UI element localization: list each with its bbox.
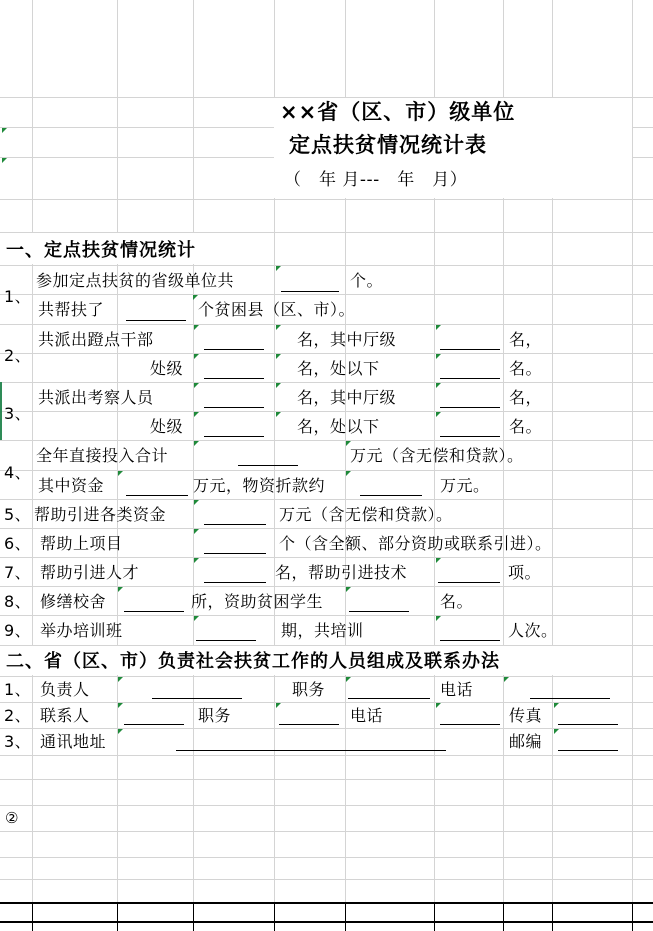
comment-marker-icon [436,383,441,388]
blank-field[interactable] [204,524,266,525]
blank-field[interactable] [152,698,242,699]
item-unit: 期，共培训 [281,621,364,640]
gridline [0,528,653,529]
table-border [434,902,435,931]
comment-marker-icon [436,354,441,359]
comment-marker-icon [2,128,7,133]
item-label: 参加定点扶贫的省级单位共 [36,271,235,290]
comment-marker-icon [276,383,281,388]
comment-marker-icon [194,412,199,417]
item-number: 2、 [4,706,32,725]
blank-field[interactable] [440,640,500,641]
comment-marker-icon [436,325,441,330]
table-border [32,902,33,931]
blank-field[interactable] [126,320,186,321]
blank-field[interactable] [196,640,256,641]
blank-field[interactable] [124,611,184,612]
comment-marker-icon [276,703,281,708]
comment-marker-icon [346,587,351,592]
item-number: 4、 [4,463,32,482]
blank-field[interactable] [440,407,500,408]
contact-label: 邮编 [509,732,543,751]
title-line-2: 定点扶贫情况统计表 [289,133,487,157]
comment-marker-icon [194,529,199,534]
blank-field[interactable] [204,436,264,437]
gridline [0,857,653,858]
contact-label: 电话 [440,680,474,699]
comment-marker-icon [436,616,441,621]
comment-marker-icon [118,587,123,592]
gridline [0,294,653,295]
gridline [0,879,653,880]
item-unit: 万元（含无偿和贷款）。 [350,446,524,465]
item-label: 共派出考察人员 [38,388,154,407]
item-number: 1、 [4,680,32,699]
blank-field[interactable] [126,495,188,496]
comment-marker-icon [194,558,199,563]
item-label: 处级 [150,359,184,378]
comment-marker-icon [276,325,281,330]
page-mark: ② [5,809,19,827]
comment-marker-icon [194,325,199,330]
item-label: 帮助上项目 [40,534,123,553]
comment-marker-icon [436,558,441,563]
item-unit: 名，帮助引进技术 [275,563,408,582]
gridline [0,755,653,756]
contact-label: 职务 [198,706,232,725]
gridline [0,324,653,325]
gridline [0,586,653,587]
gridline [632,0,633,931]
item-unit: 个（含全额、部分资助或联系引进）。 [279,534,552,553]
comment-marker-icon [346,471,351,476]
gridline [0,831,653,832]
gridline [193,0,194,931]
contact-label: 传真 [509,706,543,725]
item-label: 处级 [150,417,184,436]
gridline [0,382,653,383]
item-number: 2、 [4,346,32,365]
gridline [0,615,653,616]
item-label: 其中资金 [38,476,105,495]
item-label: 共帮扶了 [38,300,105,319]
blank-field[interactable] [440,436,500,437]
item-unit: 万元。 [440,476,490,495]
section-heading: 二、省（区、市）负责社会扶贫工作的人员组成及联系办法 [6,651,500,672]
blank-field[interactable] [281,291,339,292]
item-unit: 名， [509,330,543,349]
contact-label: 负责人 [40,680,90,699]
table-border [552,902,553,931]
gridline [0,440,653,441]
table-border [274,902,275,931]
item-unit: 万元（含无偿和贷款）。 [279,505,453,524]
comment-marker-icon [346,677,351,682]
comment-marker-icon [276,412,281,417]
table-border [0,921,653,923]
gridline [0,411,653,412]
comment-marker-icon [194,383,199,388]
contact-label: 职务 [292,680,326,699]
item-unit: 个贫困县（区、市）。 [198,300,356,319]
item-number: 1、 [4,287,32,306]
comment-marker-icon [276,354,281,359]
table-border [345,902,346,931]
blank-field[interactable] [438,582,500,583]
blank-field[interactable] [176,750,446,751]
comment-marker-icon [118,677,123,682]
item-unit: 名。 [509,359,543,378]
blank-field[interactable] [204,407,264,408]
reporting-period: （ 年 月--- 年 月） [284,170,468,190]
comment-marker-icon [194,441,199,446]
gridline [0,779,653,780]
gridline [0,470,653,471]
table-border [117,902,118,931]
item-number: 5、 [4,505,32,524]
gridline [0,353,653,354]
item-label: 帮助引进各类资金 [34,505,167,524]
item-number: 6、 [4,534,32,553]
item-label: 修缮校舍 [40,592,107,611]
title-line-1: ××省（区、市）级单位 [280,100,516,124]
comment-marker-icon [118,471,123,476]
comment-marker-icon [2,158,7,163]
gridline [0,805,653,806]
blank-field[interactable] [349,611,409,612]
item-unit: 名。 [440,592,474,611]
blank-field[interactable] [204,378,264,379]
blank-field[interactable] [530,698,610,699]
item-unit: 名，其中厅级 [297,330,397,349]
gridline [0,265,653,266]
comment-marker-icon [194,616,199,621]
blank-field[interactable] [440,724,500,725]
item-unit: 名，处以下 [297,417,380,436]
item-label: 共派出蹬点干部 [38,330,154,349]
item-number: 7、 [4,563,32,582]
row-selection-indicator [0,382,2,440]
item-number: 3、 [4,404,32,423]
item-unit: 个。 [350,271,384,290]
item-unit: 名， [509,388,543,407]
item-label: 举办培训班 [40,621,123,640]
table-border [0,902,653,904]
item-unit: 名，其中厅级 [297,388,397,407]
blank-field[interactable] [204,349,264,350]
item-unit: 名。 [509,417,543,436]
blank-field[interactable] [348,698,430,699]
gridline [0,676,653,677]
blank-field[interactable] [440,349,500,350]
blank-field[interactable] [360,495,422,496]
item-number: 3、 [4,732,32,751]
blank-field[interactable] [440,378,500,379]
comment-marker-icon [118,729,123,734]
blank-field[interactable] [558,750,618,751]
comment-marker-icon [554,729,559,734]
item-unit: 人次。 [508,621,558,640]
section-heading: 一、定点扶贫情况统计 [6,240,196,261]
item-label: 帮助引进人才 [40,563,140,582]
comment-marker-icon [194,500,199,505]
contact-label: 联系人 [40,706,90,725]
blank-field[interactable] [558,724,618,725]
gridline [32,0,33,931]
blank-field[interactable] [279,724,339,725]
blank-field[interactable] [204,553,266,554]
blank-field[interactable] [204,582,266,583]
item-unit: 所，资助贫困学生 [191,592,324,611]
comment-marker-icon [504,677,509,682]
blank-field[interactable] [238,465,298,466]
gridline [0,557,653,558]
gridline [0,199,653,200]
contact-label: 通讯地址 [40,732,107,751]
item-label: 全年直接投入合计 [36,446,169,465]
gridline [0,499,653,500]
item-unit: 万元，物资折款约 [193,476,326,495]
item-number: 9、 [4,621,32,640]
table-border [193,902,194,931]
contact-label: 电话 [350,706,384,725]
blank-field[interactable] [124,724,184,725]
comment-marker-icon [436,703,441,708]
item-unit: 名，处以下 [297,359,380,378]
table-border [632,902,633,931]
comment-marker-icon [194,354,199,359]
comment-marker-icon [276,266,281,271]
table-border [503,902,504,931]
comment-marker-icon [436,412,441,417]
comment-marker-icon [118,703,123,708]
comment-marker-icon [554,703,559,708]
item-number: 8、 [4,592,32,611]
item-unit: 项。 [508,563,542,582]
